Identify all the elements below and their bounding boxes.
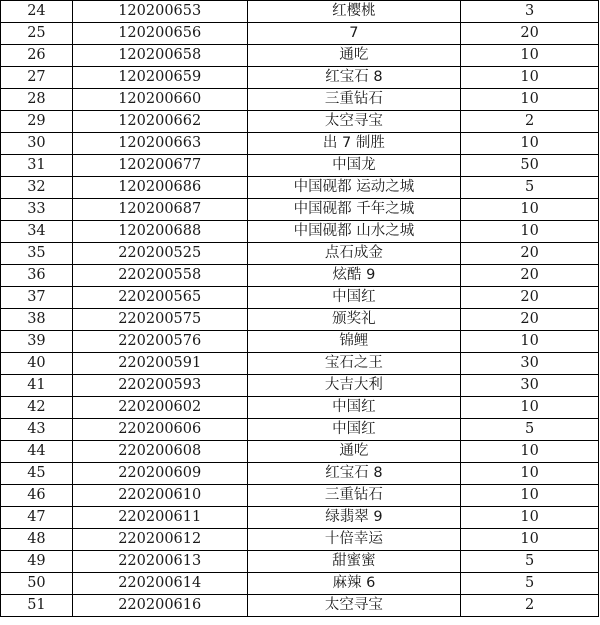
price-cell: 2	[461, 595, 599, 616]
product-name-cell: 甜蜜蜜	[248, 551, 462, 572]
table-row	[1, 265, 599, 287]
row-number-cell: 34	[1, 221, 73, 242]
product-code-cell: 120200663	[73, 133, 248, 154]
row-number-cell: 33	[1, 199, 73, 220]
price-cell: 10	[461, 133, 599, 154]
product-name-cell: 宝石之王	[248, 353, 462, 374]
product-name-cell: 锦鲤	[248, 331, 462, 352]
table-row	[1, 441, 599, 463]
product-code-cell: 220200616	[73, 595, 248, 616]
product-name-cell: 红樱桃	[248, 1, 462, 22]
price-cell: 10	[461, 199, 599, 220]
row-number-cell: 46	[1, 485, 73, 506]
price-cell: 50	[461, 155, 599, 176]
row-number-cell: 25	[1, 23, 73, 44]
product-code-cell: 120200686	[73, 177, 248, 198]
price-cell: 10	[461, 331, 599, 352]
price-cell: 10	[461, 67, 599, 88]
row-number-cell: 39	[1, 331, 73, 352]
row-number-cell: 31	[1, 155, 73, 176]
table-row	[1, 353, 599, 375]
row-number-cell: 45	[1, 463, 73, 484]
product-name-cell: 中国红	[248, 397, 462, 418]
table-row	[1, 507, 599, 529]
product-code-cell: 220200525	[73, 243, 248, 264]
product-name-cell: 中国砚都 千年之城	[248, 199, 462, 220]
price-cell: 10	[461, 485, 599, 506]
product-code-cell: 220200610	[73, 485, 248, 506]
product-code-cell: 120200660	[73, 89, 248, 110]
product-name-cell: 出 7 制胜	[248, 133, 462, 154]
product-code-cell: 120200656	[73, 23, 248, 44]
product-name-cell: 中国红	[248, 287, 462, 308]
row-number-cell: 38	[1, 309, 73, 330]
product-name-cell: 红宝石 8	[248, 67, 462, 88]
price-cell: 2	[461, 111, 599, 132]
row-number-cell: 35	[1, 243, 73, 264]
product-name-cell: 红宝石 8	[248, 463, 462, 484]
table-row	[1, 309, 599, 331]
row-number-cell: 48	[1, 529, 73, 550]
price-cell: 30	[461, 375, 599, 396]
table-row	[1, 133, 599, 155]
product-code-cell: 120200677	[73, 155, 248, 176]
price-cell: 10	[461, 507, 599, 528]
product-name-cell: 炫酷 9	[248, 265, 462, 286]
product-code-cell: 220200608	[73, 441, 248, 462]
row-number-cell: 37	[1, 287, 73, 308]
table-row	[1, 287, 599, 309]
row-number-cell: 40	[1, 353, 73, 374]
product-name-cell: 太空寻宝	[248, 595, 462, 616]
product-code-cell: 220200614	[73, 573, 248, 594]
table-row	[1, 463, 599, 485]
table-row	[1, 177, 599, 199]
price-cell: 20	[461, 243, 599, 264]
product-code-cell: 220200558	[73, 265, 248, 286]
row-number-cell: 27	[1, 67, 73, 88]
product-code-cell: 220200575	[73, 309, 248, 330]
table-row	[1, 199, 599, 221]
table-row	[1, 155, 599, 177]
table-row	[1, 551, 599, 573]
table-row	[1, 529, 599, 551]
product-name-cell: 太空寻宝	[248, 111, 462, 132]
price-cell: 10	[461, 45, 599, 66]
price-cell: 10	[461, 397, 599, 418]
price-cell: 5	[461, 551, 599, 572]
table-row	[1, 375, 599, 397]
row-number-cell: 41	[1, 375, 73, 396]
price-cell: 20	[461, 23, 599, 44]
price-cell: 10	[461, 441, 599, 462]
row-number-cell: 28	[1, 89, 73, 110]
product-code-cell: 220200612	[73, 529, 248, 550]
price-cell: 30	[461, 353, 599, 374]
product-name-cell: 十倍幸运	[248, 529, 462, 550]
product-code-cell: 120200687	[73, 199, 248, 220]
row-number-cell: 43	[1, 419, 73, 440]
price-cell: 20	[461, 265, 599, 286]
table-row	[1, 221, 599, 243]
row-number-cell: 42	[1, 397, 73, 418]
row-number-cell: 50	[1, 573, 73, 594]
table-row	[1, 243, 599, 265]
product-name-cell: 中国砚都 山水之城	[248, 221, 462, 242]
product-code-cell: 220200606	[73, 419, 248, 440]
product-code-cell: 220200611	[73, 507, 248, 528]
product-name-cell: 中国红	[248, 419, 462, 440]
row-number-cell: 26	[1, 45, 73, 66]
table-row	[1, 89, 599, 111]
table-row	[1, 45, 599, 67]
price-cell: 10	[461, 463, 599, 484]
product-code-cell: 220200591	[73, 353, 248, 374]
product-name-cell: 中国龙	[248, 155, 462, 176]
product-code-cell: 220200609	[73, 463, 248, 484]
table-row	[1, 595, 599, 617]
product-name-cell: 7	[248, 23, 462, 44]
product-code-cell: 220200613	[73, 551, 248, 572]
product-name-cell: 点石成金	[248, 243, 462, 264]
table-row	[1, 397, 599, 419]
table-row	[1, 67, 599, 89]
row-number-cell: 51	[1, 595, 73, 616]
table-row	[1, 485, 599, 507]
product-code-cell: 220200602	[73, 397, 248, 418]
product-name-cell: 通吃	[248, 45, 462, 66]
product-code-cell: 220200565	[73, 287, 248, 308]
row-number-cell: 36	[1, 265, 73, 286]
price-cell: 5	[461, 573, 599, 594]
product-name-cell: 通吃	[248, 441, 462, 462]
price-cell: 10	[461, 221, 599, 242]
table-row	[1, 573, 599, 595]
price-cell: 20	[461, 309, 599, 330]
table-row	[1, 419, 599, 441]
table-row	[1, 111, 599, 133]
product-code-cell: 220200593	[73, 375, 248, 396]
product-name-cell: 绿翡翠 9	[248, 507, 462, 528]
product-code-cell: 120200688	[73, 221, 248, 242]
product-name-cell: 三重钻石	[248, 89, 462, 110]
row-number-cell: 24	[1, 1, 73, 22]
table-row	[1, 331, 599, 353]
table-row	[1, 23, 599, 45]
product-code-cell: 120200653	[73, 1, 248, 22]
product-name-cell: 三重钻石	[248, 485, 462, 506]
product-code-cell: 120200659	[73, 67, 248, 88]
product-code-cell: 120200662	[73, 111, 248, 132]
row-number-cell: 44	[1, 441, 73, 462]
product-code-cell: 220200576	[73, 331, 248, 352]
row-number-cell: 30	[1, 133, 73, 154]
row-number-cell: 47	[1, 507, 73, 528]
row-number-cell: 32	[1, 177, 73, 198]
price-cell: 10	[461, 89, 599, 110]
product-name-cell: 中国砚都 运动之城	[248, 177, 462, 198]
product-code-cell: 120200658	[73, 45, 248, 66]
row-number-cell: 29	[1, 111, 73, 132]
price-cell: 3	[461, 1, 599, 22]
product-name-cell: 麻辣 6	[248, 573, 462, 594]
price-cell: 10	[461, 529, 599, 550]
price-cell: 5	[461, 177, 599, 198]
price-cell: 5	[461, 419, 599, 440]
table-row	[1, 1, 599, 23]
price-cell: 20	[461, 287, 599, 308]
product-name-cell: 颁奖礼	[248, 309, 462, 330]
product-name-cell: 大吉大利	[248, 375, 462, 396]
row-number-cell: 49	[1, 551, 73, 572]
